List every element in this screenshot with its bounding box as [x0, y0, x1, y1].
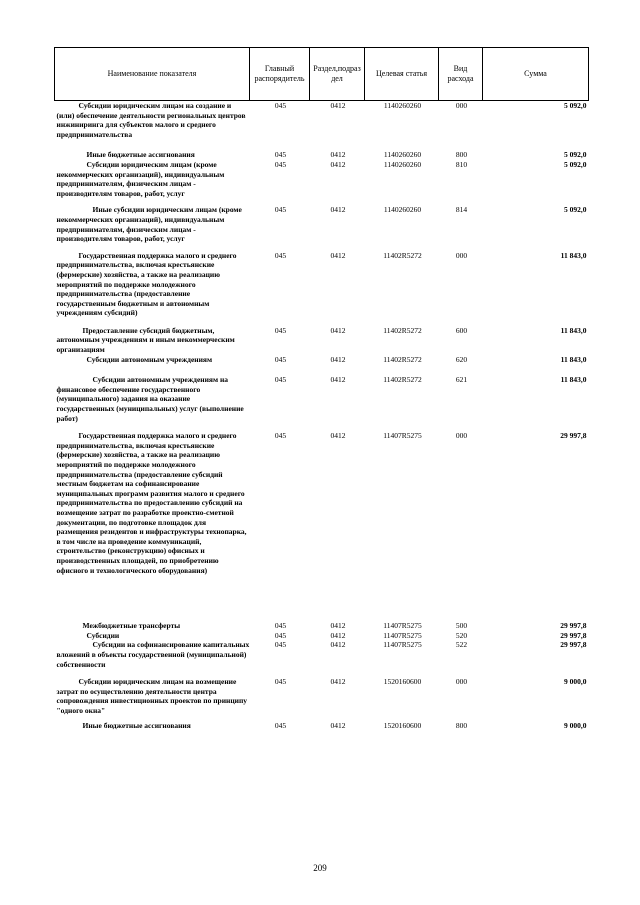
section-cell: 0412: [330, 721, 346, 731]
article-cell: 1140260260: [383, 159, 422, 169]
name-cell: Государственная поддержка малого и среднего предпринимательства, включая крестьянские (фермерские) хозяйства, а также на реализацию мероприятий по поддержке молодежного предпринимательства (предоставление субсидий местным бюджетам на софинансирование муниципальных программ развития малого и среднего предпринимательства по предоставлению субсидий на возмещение затрат по разработке проектно-сметной документации, по подготовке площадок для размещения резидентов и инфраструктуры технопарка, в том числе на проведение коммуникаций, строительство (реконструкцию) офисных и производственных площадей, по приобретению офисного и технологического оборудования): [56, 431, 247, 575]
name-cell: Субсидии юридическим лицам на возмещение затрат по осуществлению деятельности центра сопровождения инвестиционных проектов по принципу "одного окна": [56, 677, 248, 715]
article-cell: 11402R5272: [383, 354, 422, 364]
table-row: [55, 318, 589, 355]
name-cell: Субсидии на софинансирование капитальных вложений в объекты государственной (муниципальной) собственности: [56, 640, 250, 669]
section-cell: 0412: [330, 150, 346, 160]
expense-type-cell: 621: [455, 375, 468, 385]
sum-cell: 5 092,0: [564, 205, 587, 215]
article-cell: 11407R5275: [383, 431, 422, 441]
table-row: [55, 244, 589, 318]
header-manager: Главный распорядитель: [250, 48, 310, 101]
table-row: [55, 355, 589, 365]
sum-cell: 11 843,0: [560, 354, 587, 364]
table-row: [55, 423, 589, 575]
manager-cell: 045: [274, 250, 287, 260]
name-cell: Иные бюджетные ассигнования: [82, 721, 191, 731]
manager-cell: 045: [274, 640, 287, 650]
manager-cell: 045: [274, 159, 287, 169]
manager-cell: 045: [274, 677, 287, 687]
page-number: 209: [313, 863, 327, 873]
sum-cell: 11 843,0: [560, 325, 587, 335]
name-cell: Субсидии автономным учреждениям на финансовое обеспечение государственного (муниципального) задания на оказание государственных (муниципальных) услуг (выполнение работ): [56, 375, 244, 423]
manager-cell: 045: [274, 621, 287, 631]
table-row: [55, 364, 589, 423]
article-cell: 11407R5275: [383, 630, 422, 640]
expense-type-cell: 000: [455, 250, 468, 260]
name-cell: Межбюджетные трансферты: [82, 621, 181, 631]
manager-cell: 045: [274, 721, 287, 731]
sum-cell: 11 843,0: [560, 375, 587, 385]
manager-cell: 045: [274, 354, 287, 364]
article-cell: 1140260260: [383, 150, 422, 160]
table-row: [55, 101, 589, 140]
budget-table: [54, 47, 589, 731]
name-cell: Иные субсидии юридическим лицам (кроме некоммерческих организаций), индивидуальным предпринимателям, физическим лицам - производителям товаров, работ, услуг: [56, 205, 242, 244]
section-cell: 0412: [330, 640, 346, 650]
section-cell: 0412: [330, 677, 346, 687]
header-expense-type: Вид расхода: [439, 48, 483, 101]
expense-type-cell: 000: [455, 677, 468, 687]
expense-type-cell: 800: [455, 150, 468, 160]
header-sum: Сумма: [483, 48, 589, 101]
manager-cell: 045: [274, 375, 287, 385]
table-row: [55, 575, 589, 631]
sum-cell: 29 997,8: [560, 621, 587, 631]
expense-type-cell: 814: [455, 205, 468, 215]
name-cell: Субсидии юридическим лицам на создание и (или) обеспечение деятельности региональных центров инжиниринга для субъектов малого и среднего предпринимательства: [56, 101, 246, 139]
article-cell: 1520160600: [383, 721, 422, 731]
table-row: [55, 631, 589, 641]
section-cell: 0412: [330, 354, 346, 364]
expense-type-cell: 800: [455, 721, 468, 731]
name-cell: Субсидии автономным учреждениям: [86, 354, 213, 364]
manager-cell: 045: [274, 150, 287, 160]
article-cell: 11402R5272: [383, 325, 422, 335]
expense-type-cell: 620: [455, 354, 468, 364]
sum-cell: 29 997,8: [560, 630, 587, 640]
article-cell: 11407R5275: [383, 621, 422, 631]
expense-type-cell: 600: [455, 325, 468, 335]
manager-cell: 045: [274, 630, 287, 640]
manager-cell: 045: [274, 101, 287, 110]
section-cell: 0412: [330, 250, 346, 260]
expense-type-cell: 520: [455, 630, 468, 640]
sum-cell: 9 000,0: [564, 721, 587, 731]
header-name: Наименование показателя: [55, 48, 250, 101]
expense-type-cell: 000: [455, 431, 468, 441]
section-cell: 0412: [330, 630, 346, 640]
sum-cell: 5 092,0: [564, 150, 587, 160]
section-cell: 0412: [330, 431, 346, 441]
table-row: [55, 139, 589, 160]
table-row: [55, 198, 589, 243]
name-cell: Иные бюджетные ассигнования: [86, 150, 195, 160]
table-header-row: [55, 48, 589, 101]
article-cell: 1520160600: [383, 677, 422, 687]
sum-cell: 5 092,0: [564, 159, 587, 169]
table-row: [55, 715, 589, 731]
article-cell: 11407R5275: [383, 640, 422, 650]
name-cell: Субсидии юридическим лицам (кроме некоммерческих организаций), индивидуальным предпринимателям, физическим лицам - производителям товаров, работ, услуг: [56, 159, 225, 198]
table-row: [55, 669, 589, 715]
section-cell: 0412: [330, 325, 346, 335]
expense-type-cell: 522: [455, 640, 468, 650]
table-body: [55, 101, 589, 732]
manager-cell: 045: [274, 205, 287, 215]
section-cell: 0412: [330, 159, 346, 169]
article-cell: 1140260260: [383, 205, 422, 215]
name-cell: Государственная поддержка малого и среднего предпринимательства, включая крестьянские (фермерские) хозяйства, а также на реализацию мероприятий по поддержке молодежного предпринимательства (предоставление государственным бюджетным и автономным учреждениям субсидий): [56, 250, 237, 318]
expense-type-cell: 000: [455, 101, 468, 110]
name-cell: Предоставление субсидий бюджетным, автономным учреждениям и иным некоммерческим организациям: [56, 325, 235, 355]
expense-type-cell: 810: [455, 159, 468, 169]
section-cell: 0412: [330, 621, 346, 631]
sum-cell: 29 997,8: [560, 640, 587, 650]
sum-cell: 5 092,0: [564, 101, 587, 110]
name-cell: Субсидии: [86, 630, 120, 640]
article-cell: 11402R5272: [383, 250, 422, 260]
article-cell: 11402R5272: [383, 375, 422, 385]
manager-cell: 045: [274, 325, 287, 335]
sum-cell: 9 000,0: [564, 677, 587, 687]
manager-cell: 045: [274, 431, 287, 441]
header-section: Раздел,подраз дел: [310, 48, 365, 101]
article-cell: 1140260260: [383, 101, 422, 110]
table-row: [55, 160, 589, 198]
expense-type-cell: 500: [455, 621, 468, 631]
section-cell: 0412: [330, 205, 346, 215]
sum-cell: 11 843,0: [560, 250, 587, 260]
header-article: Целевая статья: [365, 48, 439, 101]
section-cell: 0412: [330, 101, 346, 110]
section-cell: 0412: [330, 375, 346, 385]
table-row: [55, 640, 589, 669]
sum-cell: 29 997,8: [560, 431, 587, 441]
